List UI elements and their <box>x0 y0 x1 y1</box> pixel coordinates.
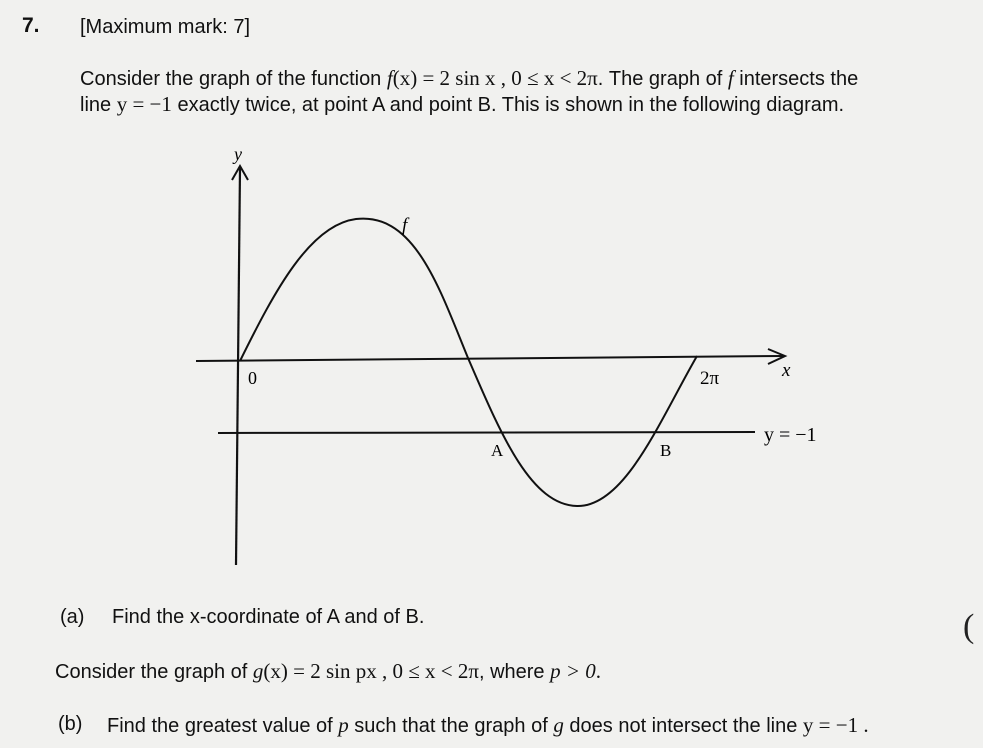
sine-curve <box>240 219 697 506</box>
question-number: 7. <box>22 14 40 37</box>
intro-text-2b: exactly twice, at point A and point B. This is shown in the following diagram. <box>171 94 845 116</box>
origin-label: 0 <box>248 368 257 388</box>
line-equation: y = −1 <box>116 92 172 116</box>
curve-label-f: f <box>402 215 408 236</box>
maximum-mark: [Maximum mark: 7] <box>80 16 251 38</box>
function-f-symbol-2: f <box>727 66 734 90</box>
line-label: y = −1 <box>764 424 817 446</box>
part-a-label: (a) <box>60 606 85 628</box>
point-a-label: A <box>491 441 504 460</box>
intro-text-1a: Consider the graph of the function <box>80 68 387 90</box>
g-function-intro <box>55 659 601 684</box>
function-f-symbol: f <box>386 66 393 90</box>
p-symbol: p <box>338 713 349 737</box>
part-b-line-equation: y = −1 <box>802 713 859 737</box>
x-axis-label: x <box>782 360 791 381</box>
g-symbol: g <box>553 713 564 737</box>
function-definition: (x) = 2 sin x , 0 ≤ x < 2π <box>392 66 598 90</box>
y-axis <box>236 168 240 565</box>
part-b-period: . <box>858 713 869 737</box>
part-b-question <box>107 713 869 738</box>
part-b-text-c: does not intersect the line <box>563 715 803 737</box>
g-definition: (x) = 2 sin px , 0 ≤ x < 2π <box>263 659 479 683</box>
g-intro-period: . <box>595 659 602 683</box>
part-b-text-b: such that the graph of <box>348 715 554 737</box>
y-axis-label: y <box>234 144 242 164</box>
line-y-minus-1 <box>218 432 755 433</box>
part-a-question: Find the x-coordinate of A and of B. <box>112 606 425 628</box>
intro-text-1d: intersects the <box>733 68 859 90</box>
g-intro-text-c: , where <box>478 661 551 683</box>
intro-text-2a: line <box>80 94 117 116</box>
part-b-text-a: Find the greatest value of <box>107 715 339 737</box>
point-b-label: B <box>660 441 672 460</box>
margin-parenthesis: ( <box>963 608 975 645</box>
two-pi-label: 2π <box>700 368 720 389</box>
p-condition: p > 0 <box>550 659 596 683</box>
g-intro-text-a: Consider the graph of <box>55 661 253 683</box>
function-g-symbol: g <box>252 659 264 683</box>
intro-text-1c: . The graph of <box>597 68 728 90</box>
part-b-label: (b) <box>58 713 83 735</box>
